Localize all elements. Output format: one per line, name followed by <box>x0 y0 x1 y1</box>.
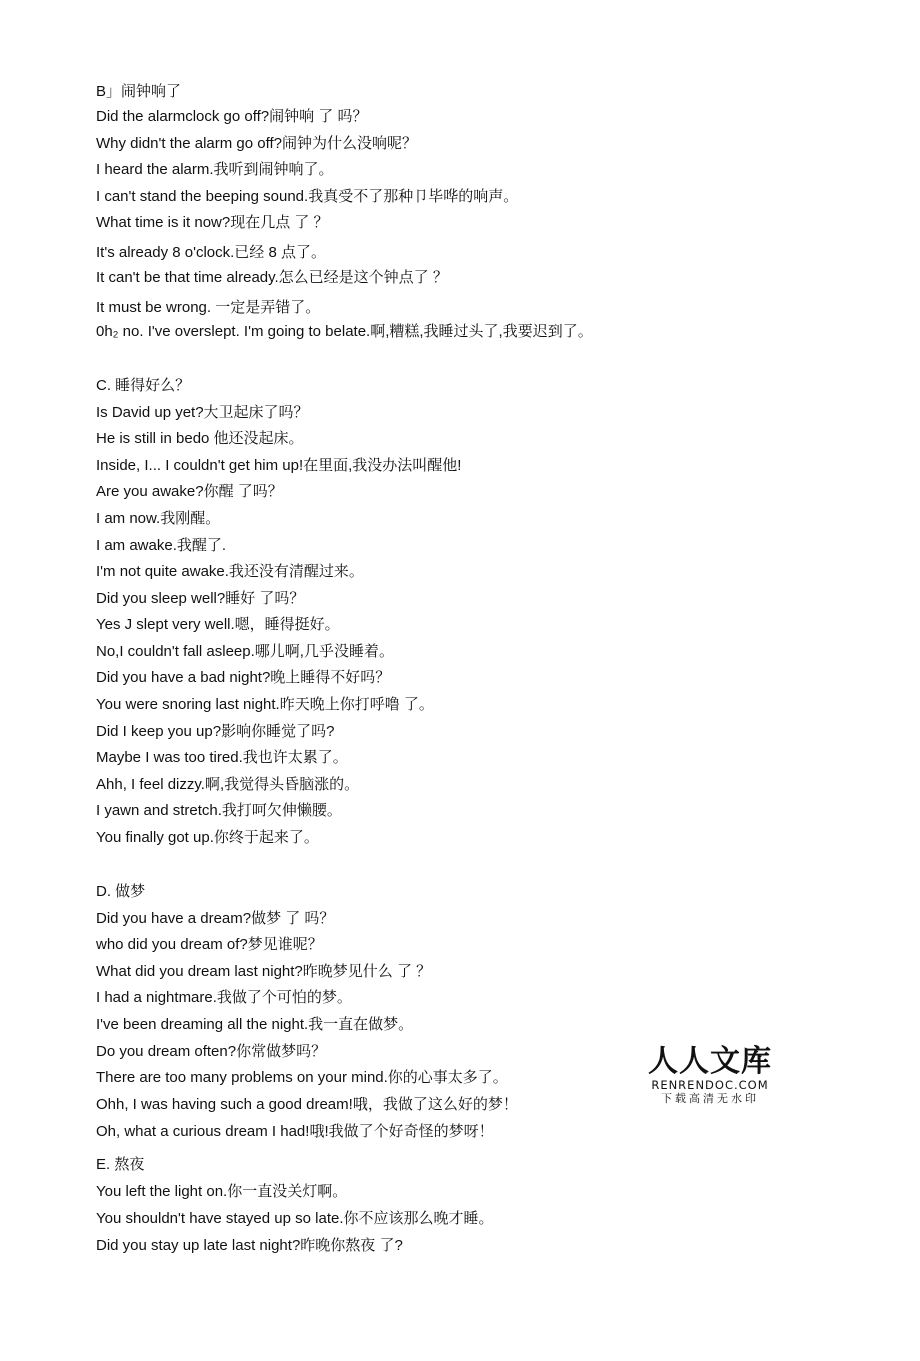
watermark-logo <box>648 1046 772 1106</box>
text-line: What did you dream last night?昨晚梦见什么 了 ？ <box>96 963 432 980</box>
text-line: Why didn't the alarm go off?闹钟为什么没响呢？ <box>96 135 418 152</box>
text-line: 0h₂ no. I've overslept. I'm going to belate.啊,糟糕,我睡过头了,我要迟到了。 <box>96 323 593 340</box>
text-line: Maybe I was too tired.我也许太累了。 <box>96 749 348 766</box>
text-line: I am awake.我醒了. <box>96 537 227 554</box>
text-line: Did you stay up late last night?昨晚你熬夜 了? <box>96 1237 403 1254</box>
text-line: Did you have a bad night?晚上睡得不好吗？ <box>96 669 391 686</box>
text-line: Did I keep you up?影响你睡觉了吗? <box>96 723 335 740</box>
text-line: It can't be that time already.怎么已经是这个钟点了 ？ <box>96 269 448 286</box>
section-heading-e: E. 熬夜 <box>96 1156 145 1173</box>
watermark-title: 人人文库 <box>648 1044 772 1079</box>
text-line: Inside, I... I couldn't get him up!在里面,我没办法叫醒他! <box>96 457 462 474</box>
text-line: You finally got up.你终于起来了。 <box>96 829 319 846</box>
text-line: Did you sleep well?睡好 了吗？ <box>96 590 305 607</box>
section-heading-b: B」闹钟响了 <box>96 83 182 100</box>
text-line: Yes J slept very well.嗯，睡得挺好。 <box>96 616 340 633</box>
text-line: He is still in bedo 他还没起床。 <box>96 430 304 447</box>
text-line: You left the light on.你一直没关灯啊。 <box>96 1183 348 1200</box>
section-heading-d: D. 做梦 <box>96 883 146 900</box>
text-line: It must be wrong. 一定是弄错了。 <box>96 299 321 316</box>
text-line: I heard the alarm.我听到闹钟响了。 <box>96 161 334 178</box>
text-line: Oh, what a curious dream I had!哦!我做了个好奇怪的梦呀！ <box>96 1123 494 1140</box>
text-line: I'm not quite awake.我还没有清醒过来。 <box>96 563 364 580</box>
watermark-url: RENRENDOC.COM <box>651 1078 769 1092</box>
section-heading-c: C. 睡得好么？ <box>96 377 191 394</box>
text-line: I can't stand the beeping sound.我真受不了那种卩毕哗的响声。 <box>96 188 519 205</box>
text-line: I had a nightmare.我做了个可怕的梦。 <box>96 989 352 1006</box>
text-line: Did the alarmclock go off?闹钟响 了 吗？ <box>96 108 368 125</box>
text-line: Ohh, I was having such a good dream!哦，我做了这么好的梦！ <box>96 1096 518 1113</box>
text-line: It's already 8 o'clock.已经 8 点了。 <box>96 244 326 261</box>
text-line: What time is it now?现在几点 了 ？ <box>96 214 329 231</box>
text-line: Is David up yet?大卫起床了吗？ <box>96 404 309 421</box>
text-line: I've been dreaming all the night.我一直在做梦。 <box>96 1016 414 1033</box>
text-line: Ahh, I feel dizzy.啊,我觉得头昏脑涨的。 <box>96 776 360 793</box>
watermark-subtitle: 下载高清无水印 <box>661 1092 759 1105</box>
text-line: Are you awake?你醒 了吗？ <box>96 483 283 500</box>
text-line: I am now.我刚醒。 <box>96 510 221 527</box>
text-line: You were snoring last night.昨天晚上你打呼噜 了。 <box>96 696 434 713</box>
text-line: There are too many problems on your mind.你的心事太多了。 <box>96 1069 508 1086</box>
text-line: No,I couldn't fall asleep.哪儿啊,几乎没睡着。 <box>96 643 394 660</box>
text-line: Did you have a dream?做梦 了 吗？ <box>96 910 335 927</box>
text-line: I yawn and stretch.我打呵欠伸懒腰。 <box>96 802 342 819</box>
text-line: You shouldn't have stayed up so late.你不应该那么晚才睡。 <box>96 1210 494 1227</box>
text-line: Do you dream often?你常做梦吗？ <box>96 1043 327 1060</box>
text-line: who did you dream of?梦见谁呢？ <box>96 936 323 953</box>
